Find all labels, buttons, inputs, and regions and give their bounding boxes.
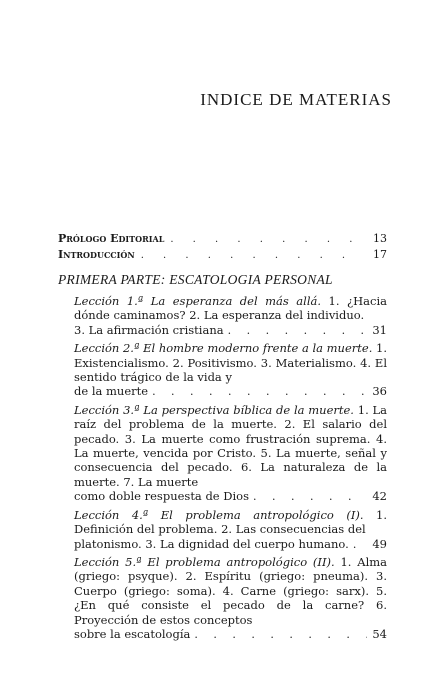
leader-dots	[228, 324, 367, 338]
lesson-label: Lección 3.ª	[74, 402, 140, 417]
lesson-title: El hombre moderno frente a la muerte.	[143, 341, 373, 356]
lesson-page: 42	[372, 489, 387, 504]
lesson-title: La esperanza del más allá.	[150, 294, 322, 308]
toc-entry-label: Prólogo Editorial	[58, 232, 165, 245]
lesson-text: 1. Alma (griego: psyque). 2. Espíritu (griego: pneuma). 3. Cuerpo (griego: soma). 4. Carne (griego: sarx). 5. ¿En qué consiste el pecado de la carne? 6. Proyección de estos conceptos	[74, 554, 388, 627]
lesson-last-line: como doble respuesta de Dios	[74, 489, 249, 504]
leader-dots	[141, 250, 365, 261]
leader-dots	[194, 628, 367, 642]
leader-dots	[253, 490, 367, 504]
lesson-page: 31	[372, 322, 387, 337]
toc-entry-introduccion	[58, 248, 387, 265]
lesson-text: 1. Definición del problema. 2. Las consecuencias del	[74, 507, 387, 537]
toc-lesson	[74, 294, 387, 338]
lesson-last-line: de la muerte	[74, 384, 149, 399]
toc-lesson	[74, 508, 387, 552]
lesson-text: 1. Existencialismo. 2. Positivismo. 3. Materialismo. 4. El sentido trágico de la vida y	[74, 341, 388, 385]
lesson-label: Lección 2.ª	[74, 341, 140, 356]
leader-dots	[170, 234, 365, 245]
lesson-page: 36	[372, 384, 387, 399]
toc-lesson	[74, 555, 387, 642]
lesson-page: 49	[372, 536, 387, 551]
lesson-label: Lección 1.ª	[74, 294, 144, 308]
toc-entry-prologo	[58, 232, 387, 249]
lesson-label: Lección 5.ª	[74, 554, 142, 569]
lesson-page: 54	[372, 626, 387, 641]
lesson-last-line: 3. La afirmación cristiana	[74, 322, 224, 337]
lesson-title: El problema antropológico (I).	[160, 507, 364, 522]
toc-lesson	[74, 341, 387, 400]
part-title: PRIMERA PARTE: ESCATOLOGIA PERSONAL	[58, 272, 333, 287]
toc-entry-label: Introducción	[58, 248, 135, 261]
lesson-text: 1. La raíz del problema de la muerte. 2. El salario del pecado. 3. La muerte como frustración suprema. 4. La muerte, vencida por Cristo. 5. La muerte, señal y consecuencia del pecado. 6. La naturaleza de la muerte. 7. La muerte	[74, 402, 387, 489]
lesson-last-line: sobre la escatología	[74, 626, 191, 641]
lesson-label: Lección 4.ª	[74, 507, 149, 522]
toc-entry-page: 13	[373, 232, 387, 245]
lesson-last-line: platonismo. 3. La dignidad del cuerpo humano.	[74, 536, 349, 551]
leader-dots	[152, 385, 367, 399]
lesson-title: El problema antropológico (II).	[147, 554, 335, 569]
toc-lesson	[74, 403, 387, 505]
toc-entry-page: 17	[373, 248, 387, 261]
lessons-list	[74, 294, 387, 645]
lesson-text: 1. ¿Hacia dónde caminamos? 2. La esperanza del individuo.	[74, 294, 388, 323]
page-title: INDICE DE MATERIAS	[200, 90, 392, 109]
lesson-title: La perspectiva bíblica de la muerte.	[143, 402, 354, 417]
leader-dots	[353, 538, 367, 552]
